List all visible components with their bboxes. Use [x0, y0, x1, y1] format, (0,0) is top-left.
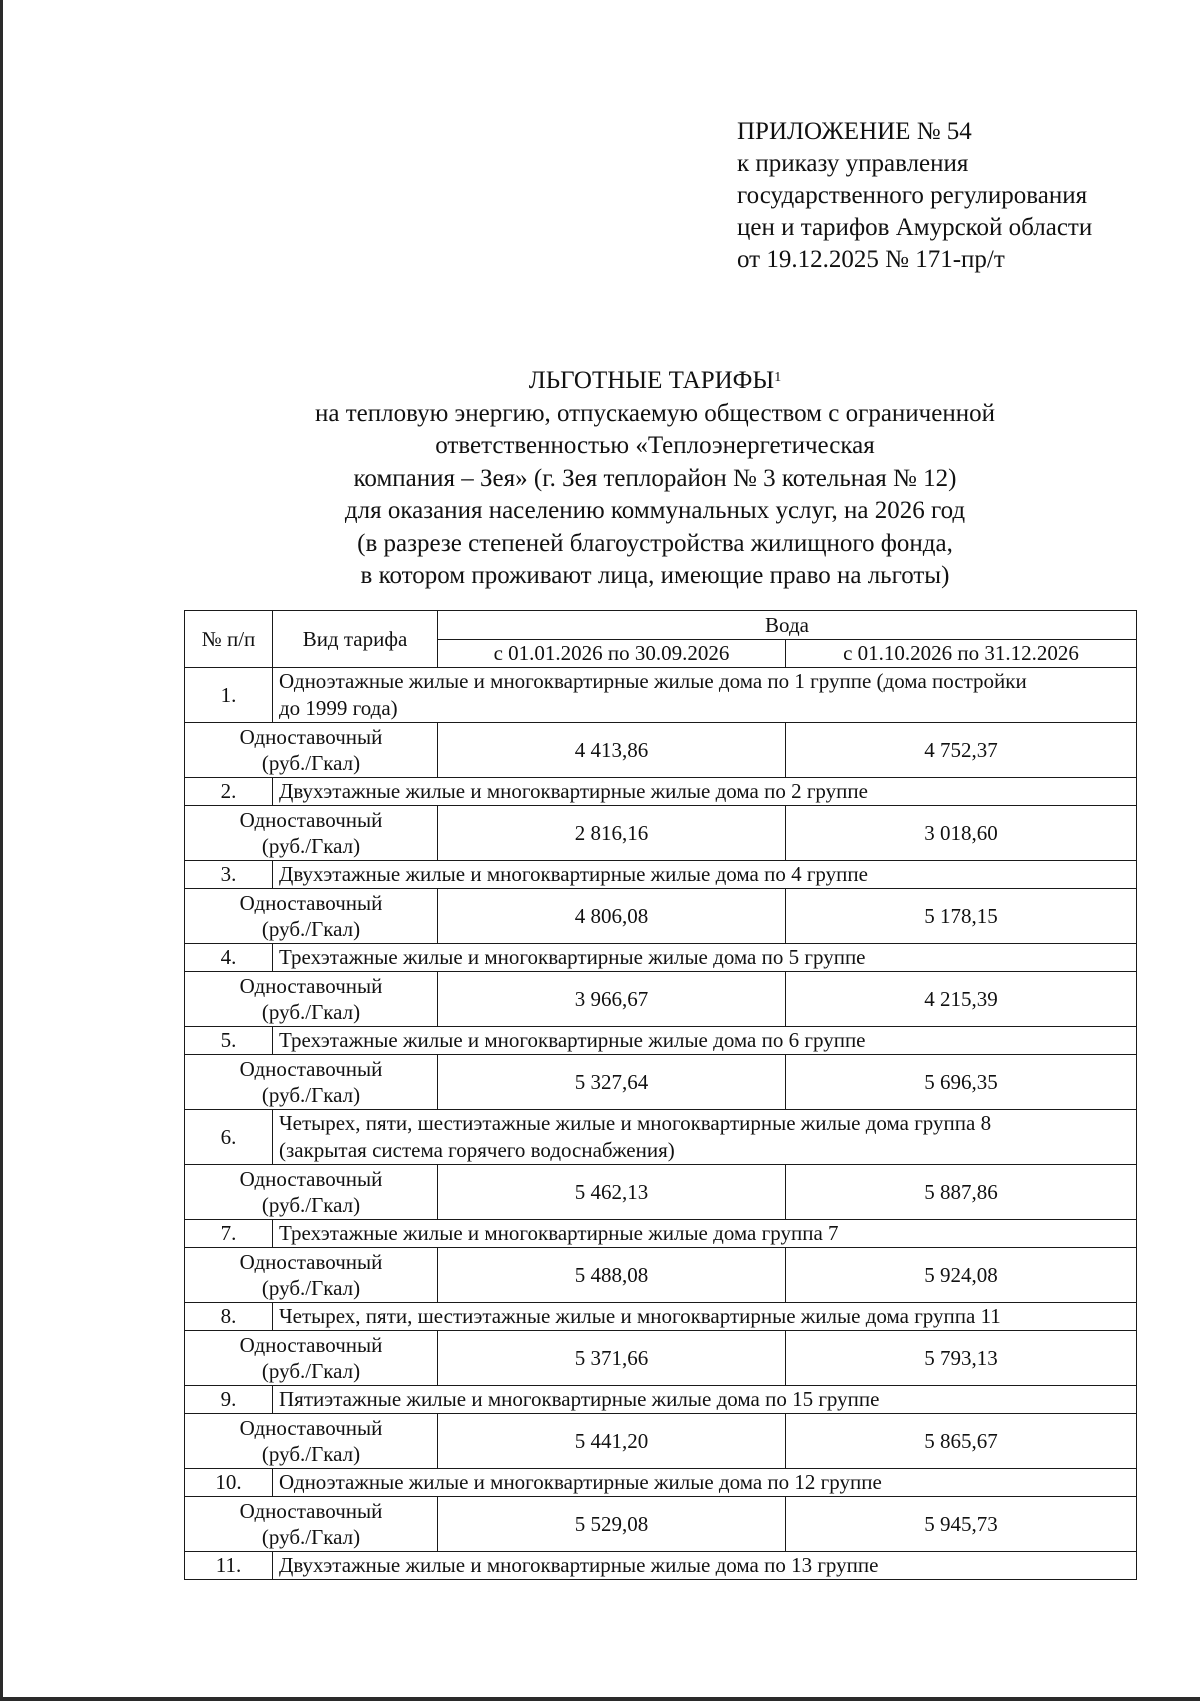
rate-type-unit: (руб./Гкал)	[261, 1525, 361, 1549]
rate-type-unit: (руб./Гкал)	[261, 1083, 361, 1107]
title-line-4: для оказания населению коммунальных услуг, на 2026 год	[344, 497, 966, 524]
document-title	[180, 365, 1130, 593]
group-number: 9.	[185, 1386, 273, 1414]
group-description-line-2: до 1999 года)	[279, 696, 398, 720]
group-description	[273, 1220, 1137, 1248]
title-line-1: на тепловую энергию, отпускаемую обществом с ограниченной	[315, 399, 995, 427]
group-description-line-1: Одноэтажные жилые и многоквартирные жилые дома по 1 группе (дома постройки	[279, 669, 1027, 693]
group-description-line-1: Четырех, пяти, шестиэтажные жилые и многоквартирные жилые дома группа 8	[279, 1111, 992, 1135]
rate-type-line-1: Одноставочный	[239, 1167, 383, 1191]
group-number: 3.	[185, 861, 273, 889]
rate-type-label	[185, 1055, 438, 1110]
group-number: 5.	[185, 1027, 273, 1055]
rate-row	[185, 806, 1137, 861]
group-description-line-1: Двухэтажные жилые и многоквартирные жилые дома по 2 группе	[279, 779, 868, 803]
group-row	[185, 1386, 1137, 1414]
tariff-value-period-1: 5 462,13	[438, 1165, 786, 1220]
rate-type-unit: (руб./Гкал)	[261, 1276, 361, 1300]
rate-type-line-1: Одноставочный	[239, 725, 383, 749]
group-row	[185, 1027, 1137, 1055]
rate-row	[185, 1331, 1137, 1386]
table-header-row	[185, 611, 1137, 640]
rate-type-unit: (руб./Гкал)	[261, 1359, 361, 1383]
rate-type-label	[185, 1331, 438, 1386]
header-water: Вода	[438, 611, 1137, 640]
group-description-line-1: Трехэтажные жилые и многоквартирные жилые дома по 6 группе	[279, 1028, 866, 1052]
tariff-value-period-1: 5 371,66	[438, 1331, 786, 1386]
group-description-line-1: Двухэтажные жилые и многоквартирные жилые дома по 4 группе	[279, 862, 868, 886]
rate-type-line-1: Одноставочный	[239, 1057, 383, 1081]
group-row	[185, 1552, 1137, 1580]
group-description	[273, 1469, 1137, 1497]
group-number: 6.	[185, 1110, 273, 1165]
tariff-value-period-2: 5 865,67	[786, 1414, 1137, 1469]
group-description-line-1: Двухэтажные жилые и многоквартирные жилые дома по 13 группе	[279, 1553, 879, 1577]
group-number: 2.	[185, 778, 273, 806]
group-number: 8.	[185, 1303, 273, 1331]
rate-type-label	[185, 806, 438, 861]
rate-type-unit: (руб./Гкал)	[261, 1000, 361, 1024]
title-main-text: ЛЬГОТНЫЕ ТАРИФЫ	[528, 367, 775, 394]
group-description	[273, 944, 1137, 972]
tariff-value-period-2: 4 752,37	[786, 723, 1137, 778]
header-num: № п/п	[185, 611, 273, 668]
group-description-line-1: Четырех, пяти, шестиэтажные жилые и многоквартирные жилые дома группа 11	[279, 1304, 1001, 1328]
title-line-6: в котором проживают лица, имеющие право на льготы)	[360, 562, 950, 589]
rate-type-line-1: Одноставочный	[239, 1499, 383, 1523]
group-row	[185, 1110, 1137, 1165]
group-description	[273, 778, 1137, 806]
appendix-line-2: к приказу управления	[737, 150, 969, 177]
group-description-line-2: (закрытая система горячего водоснабжения)	[279, 1138, 675, 1162]
group-row	[185, 668, 1137, 723]
rate-type-line-1: Одноставочный	[239, 1333, 383, 1357]
group-description	[273, 1027, 1137, 1055]
rate-type-line-1: Одноставочный	[239, 1250, 383, 1274]
group-row	[185, 1469, 1137, 1497]
rate-type-label	[185, 889, 438, 944]
group-description	[273, 1303, 1137, 1331]
title-line-2: ответственностью «Теплоэнергетическая	[435, 432, 875, 459]
tariff-value-period-2: 5 887,86	[786, 1165, 1137, 1220]
group-number: 7.	[185, 1220, 273, 1248]
header-period-1: с 01.01.2026 по 30.09.2026	[438, 640, 786, 668]
group-description-line-1: Пятиэтажные жилые и многоквартирные жилые дома по 15 группе	[279, 1387, 880, 1411]
tariff-value-period-1: 4 413,86	[438, 723, 786, 778]
group-number: 10.	[185, 1469, 273, 1497]
page-edge-bottom	[0, 1697, 1200, 1701]
group-description	[273, 861, 1137, 889]
rate-row	[185, 723, 1137, 778]
tariff-value-period-2: 4 215,39	[786, 972, 1137, 1027]
rate-type-label	[185, 1165, 438, 1220]
rate-type-label	[185, 1497, 438, 1552]
rate-row	[185, 1248, 1137, 1303]
tariff-value-period-1: 5 529,08	[438, 1497, 786, 1552]
rate-row	[185, 1497, 1137, 1552]
rate-type-label	[185, 723, 438, 778]
tariff-value-period-1: 2 816,16	[438, 806, 786, 861]
rate-type-line-1: Одноставочный	[239, 1416, 383, 1440]
tariff-value-period-1: 5 488,08	[438, 1248, 786, 1303]
header-type: Вид тарифа	[273, 611, 438, 668]
tariff-value-period-1: 4 806,08	[438, 889, 786, 944]
rate-row	[185, 889, 1137, 944]
footnote-mark: 1	[774, 370, 782, 385]
group-row	[185, 778, 1137, 806]
group-description-line-1: Одноэтажные жилые и многоквартирные жилые дома по 12 группе	[279, 1470, 882, 1494]
group-description	[273, 668, 1137, 723]
group-row	[185, 1220, 1137, 1248]
group-description	[273, 1552, 1137, 1580]
rate-row	[185, 1055, 1137, 1110]
group-row	[185, 861, 1137, 889]
appendix-line-1: ПРИЛОЖЕНИЕ № 54	[737, 118, 972, 145]
rate-type-unit: (руб./Гкал)	[261, 834, 361, 858]
rate-row	[185, 1414, 1137, 1469]
title-main	[180, 365, 1130, 398]
group-description	[273, 1110, 1137, 1165]
rate-type-label	[185, 1248, 438, 1303]
page-edge-left	[0, 0, 3, 1701]
rate-type-unit: (руб./Гкал)	[261, 1193, 361, 1217]
rate-type-unit: (руб./Гкал)	[261, 751, 361, 775]
tariff-value-period-1: 3 966,67	[438, 972, 786, 1027]
rate-row	[185, 972, 1137, 1027]
title-line-3: компания – Зея» (г. Зея теплорайон № 3 котельная № 12)	[353, 464, 957, 492]
tariff-value-period-2: 5 178,15	[786, 889, 1137, 944]
tariff-value-period-2: 5 696,35	[786, 1055, 1137, 1110]
rate-type-unit: (руб./Гкал)	[261, 917, 361, 941]
appendix-line-5: от 19.12.2025 № 171-пр/т	[737, 246, 1005, 273]
group-row	[185, 1303, 1137, 1331]
appendix-line-4: цен и тарифов Амурской области	[737, 214, 1093, 241]
tariff-table	[184, 610, 1137, 1580]
group-description-line-1: Трехэтажные жилые и многоквартирные жилые дома группа 7	[279, 1221, 839, 1245]
group-number: 1.	[185, 668, 273, 723]
tariff-value-period-1: 5 441,20	[438, 1414, 786, 1469]
rate-type-line-1: Одноставочный	[239, 808, 383, 832]
group-number: 4.	[185, 944, 273, 972]
rate-row	[185, 1165, 1137, 1220]
tariff-value-period-2: 3 018,60	[786, 806, 1137, 861]
title-line-5: (в разрезе степеней благоустройства жилищного фонда,	[357, 529, 953, 557]
tariff-value-period-1: 5 327,64	[438, 1055, 786, 1110]
group-row	[185, 944, 1137, 972]
appendix-line-3: государственного регулирования	[737, 182, 1088, 209]
header-period-2: с 01.10.2026 по 31.12.2026	[786, 640, 1137, 668]
group-description-line-1: Трехэтажные жилые и многоквартирные жилые дома по 5 группе	[279, 945, 866, 969]
tariff-value-period-2: 5 924,08	[786, 1248, 1137, 1303]
rate-type-line-1: Одноставочный	[239, 974, 383, 998]
rate-type-label	[185, 1414, 438, 1469]
appendix-header	[737, 116, 1177, 276]
rate-type-label	[185, 972, 438, 1027]
rate-type-unit: (руб./Гкал)	[261, 1442, 361, 1466]
rate-type-line-1: Одноставочный	[239, 891, 383, 915]
group-number: 11.	[185, 1552, 273, 1580]
group-description	[273, 1386, 1137, 1414]
tariff-value-period-2: 5 945,73	[786, 1497, 1137, 1552]
tariff-value-period-2: 5 793,13	[786, 1331, 1137, 1386]
